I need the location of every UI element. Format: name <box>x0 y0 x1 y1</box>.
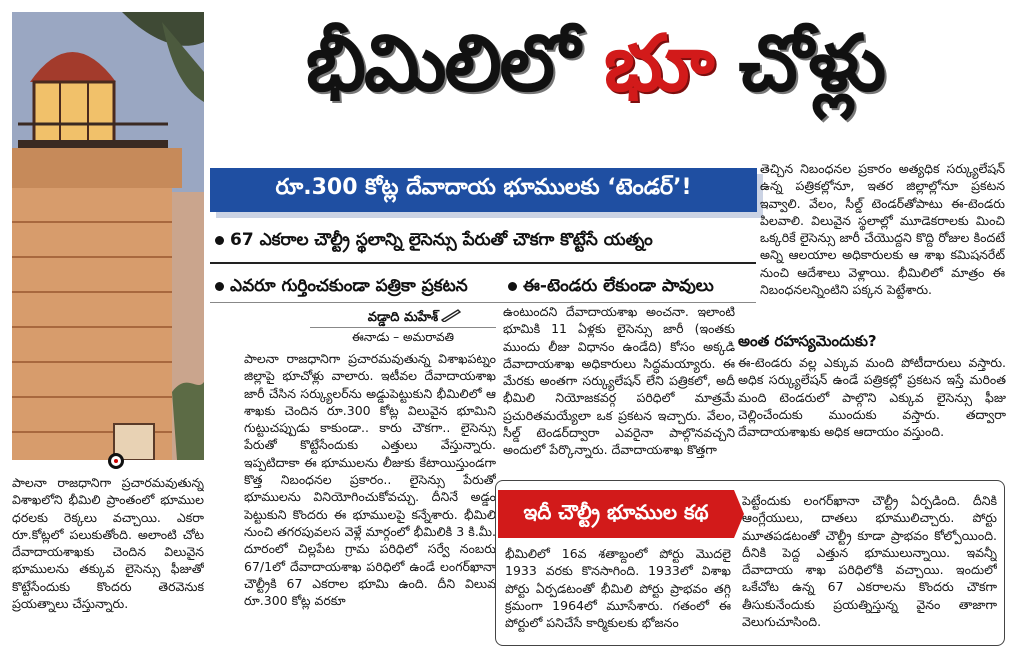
story-right-text <box>742 492 997 640</box>
article-column-1-text: పాలనా రాజధానిగా ప్రచారమవుతున్న విశాఖపట్నం జిల్లాపై భూచోళ్లు వాలారు. ఇటీవల దేవాదాయశాఖ జారీ చేసిన సర్క్యులర్‌ను అడ్డుపెట్టుకుని భీమిలిలో ఆ శాఖకు చెందిన రూ.300 కోట్ల విలువైన భూమిని గుట్టుచప్పుడు కాకుండా.. కారు చౌకగా.. లైసెన్సు పేరుతో కొట్టేసేందుకు ఎత్తులు వేస్తున్నారు. ఇప్పటిదాకా ఈ భూములను లీజుకు కేటాయిస్తుండగా కొత్త నిబంధనల ప్రకారం.. లైసెన్సు పేరుతో భూములను వినియోగించుకోవచ్చు. దీనినే అడ్డం పెట్టుకుని కొందరు ఈ భూములపై కన్నేశారు. భీమిలి నుంచి తగరపువలస వెళ్లే మార్గంలో భీమిలికి 3 కి.మీ. దూరంలో చిల్లపేట గ్రామ పరిధిలో సర్వే నంబరు 67/1లో దేవాదాయశాఖ పరిధిలో ఉండే లంగర్‌ఖానా చౌల్ట్రీకి 67 ఎకరాల భూమి ఉంది. దీని విలువ రూ.300 కోట్ల వరకూ <box>244 351 496 609</box>
photo-caption <box>12 474 204 646</box>
bullet-3 <box>508 276 714 300</box>
article-column-2 <box>503 303 735 473</box>
byline-author: వడ్డాది మహేశ్ <box>367 310 439 325</box>
article-column-3b <box>738 354 1006 472</box>
bullet-dot <box>508 282 517 291</box>
headline-part-2: భూ <box>603 19 713 109</box>
bullet-dot <box>215 282 224 291</box>
bullet-1 <box>215 230 653 254</box>
article-column-3 <box>760 160 1005 330</box>
byline-divider <box>310 327 496 328</box>
story-left-paragraph: భీమిలిలో 16వ శతాబ్దంలో పోర్టు మొదలై 1933 వరకు కొనసాగింది. 1933లో విశాఖ పోర్టు ఏర్పడటంతో భీమిలి పోర్టు ప్రాభవం తగ్గి క్రమంగా 1964లో మూసేశారు. గతంలో ఈ పోర్టులో పనిచేసే కార్మికులకు భోజనం <box>505 546 731 631</box>
bullet-2-text: ఎవరూ గుర్తించకుండా పత్రికా ప్రకటన <box>230 276 468 296</box>
bullet-2 <box>215 276 468 300</box>
bullet-1-text: 67 ఎకరాల చౌల్ట్రీ స్థలాన్ని లైసెన్సు పేరుతో చౌకగా కొట్టేసే యత్నం <box>230 230 653 250</box>
story-left-text <box>505 545 731 640</box>
pen-icon <box>440 308 462 322</box>
section-heading: అంత రహస్యమెందుకు? <box>738 332 877 350</box>
article-column-2-text: ఉంటుందని దేవాదాయశాఖ అంచనా. ఇలాంటి భూమికి 11 ఏళ్లకు లైసెన్సు జారీ (ఇంతకు ముందు లీజు విధానం ఉండేది) కోసం అక్కడి దేవాదాయశాఖ అధికారులు సిద్ధమయ్యారు. ఈ మేరకు అంతగా సర్క్యులేషన్ లేని పత్రికలో, అదీ భీమిలి నియోజకవర్గ పరిధిలో మాత్రమే ప్రచురితమయ్యేలా ఒక ప్రకటన ఇచ్చారు. వేలం, సీల్డ్ టెండర్‌ద్వారా ఎవరైనా పాల్గొనవచ్చని అందులో పేర్కొన్నారు. దేవాదాయశాఖ కొత్తగా <box>503 304 735 458</box>
story-tag: ఇదీ చౌల్ట్రీ భూముల కథ <box>498 490 734 538</box>
byline-place: ఈనాడు – అమరావతి <box>351 330 455 344</box>
headline-part-3: చోళ్లు <box>738 19 885 109</box>
story-right-paragraph: పెట్టేందుకు లంగర్‌ఖానా చౌల్ట్రీ ఏర్పడింది. దీనికి ఆంగ్లేయులు, దాతలు భూములిచ్చారు. పోర్టు మూతపడటంతో చౌల్ట్రీ కూడా ప్రాభవం కోల్పోయింది. దీనికి పెద్ద ఎత్తున భూములున్నాయి. ఇవన్నీ దేవాదాయ శాఖ పరిధిలోకి వచ్చాయి. ఇందులో ఒకేచోట ఉన్న 67 ఎకరాలను కొందరు చౌకగా తీసుకునేందుకు ప్రయత్నిస్తున్న వైనం తాజాగా వెలుగుచూసింది. <box>742 493 997 630</box>
photo-caption-text: పాలనా రాజధానిగా ప్రచారమవుతున్న విశాఖలోని భీమిలి ప్రాంతంలో భూముల ధరలకు రెక్కలు వచ్చాయి. ఎకరా రూ.కోట్లలో పలుకుతోంది. అలాంటి చోట దేవాదాయశాఖకు చెందిన విలువైన భూములను తక్కువ లైసెన్సు ఫీజుతో కొట్టేసేందుకు కొందరు తెరవెనుక ప్రయత్నాలు చేస్తున్నారు. <box>12 475 204 612</box>
article-column-1 <box>244 350 496 640</box>
caption-marker-icon <box>108 453 124 469</box>
lighthouse-photo <box>12 12 204 460</box>
headline-part-1: భీమిలిలో <box>305 19 578 109</box>
subheadline: రూ.300 కోట్ల దేవాదాయ భూములకు ‘టెండర్’! <box>210 168 757 212</box>
bullet-dot <box>215 236 224 245</box>
divider <box>210 262 756 264</box>
article-column-3-text: తెచ్చిన నిబంధనల ప్రకారం అత్యధిక సర్క్యులేషన్ ఉన్న పత్రికల్లోనూ, ఇతర జిల్లాల్లోనూ ప్రకటన ఇవ్వాలి. వేలం, సీల్డ్ టెండర్‌తోపాటు ఈ-టెండరు పిలవాలి. విలువైన స్థలాల్లో మూడెకరాలకు మించి ఒక్కరికే లైసెన్సు జారీ చేయొద్దని కొద్ది రోజుల కిందటే అన్ని ఆలయాల అధికారులకు ఆ శాఖ కమిషనరేట్ నుంచి ఆదేశాలు వెళ్లాయి. భీమిలిలో మాత్రం ఈ నిబంధనలన్నింటిని పక్కన పెట్టేశారు. <box>760 161 1005 298</box>
article-column-3b-text: ఈ-టెండరు వల్ల ఎక్కువ మంది పోటీదారులు వస్తారు. అధిక సర్క్యులేషన్ ఉండే పత్రికల్లో ప్రకటన ఇస్తే మరింత మంది టెండరులో పాల్గొని ఎక్కువ లైసెన్సు ఫీజు చెల్లించేందుకు ముందుకు వస్తారు. తద్వారా దేవాదాయశాఖకు అధిక ఆదాయం వస్తుంది. <box>738 355 1006 440</box>
bullet-3-text: ఈ-టెండరు లేకుండా పావులు <box>523 276 714 296</box>
headline <box>190 8 1000 120</box>
